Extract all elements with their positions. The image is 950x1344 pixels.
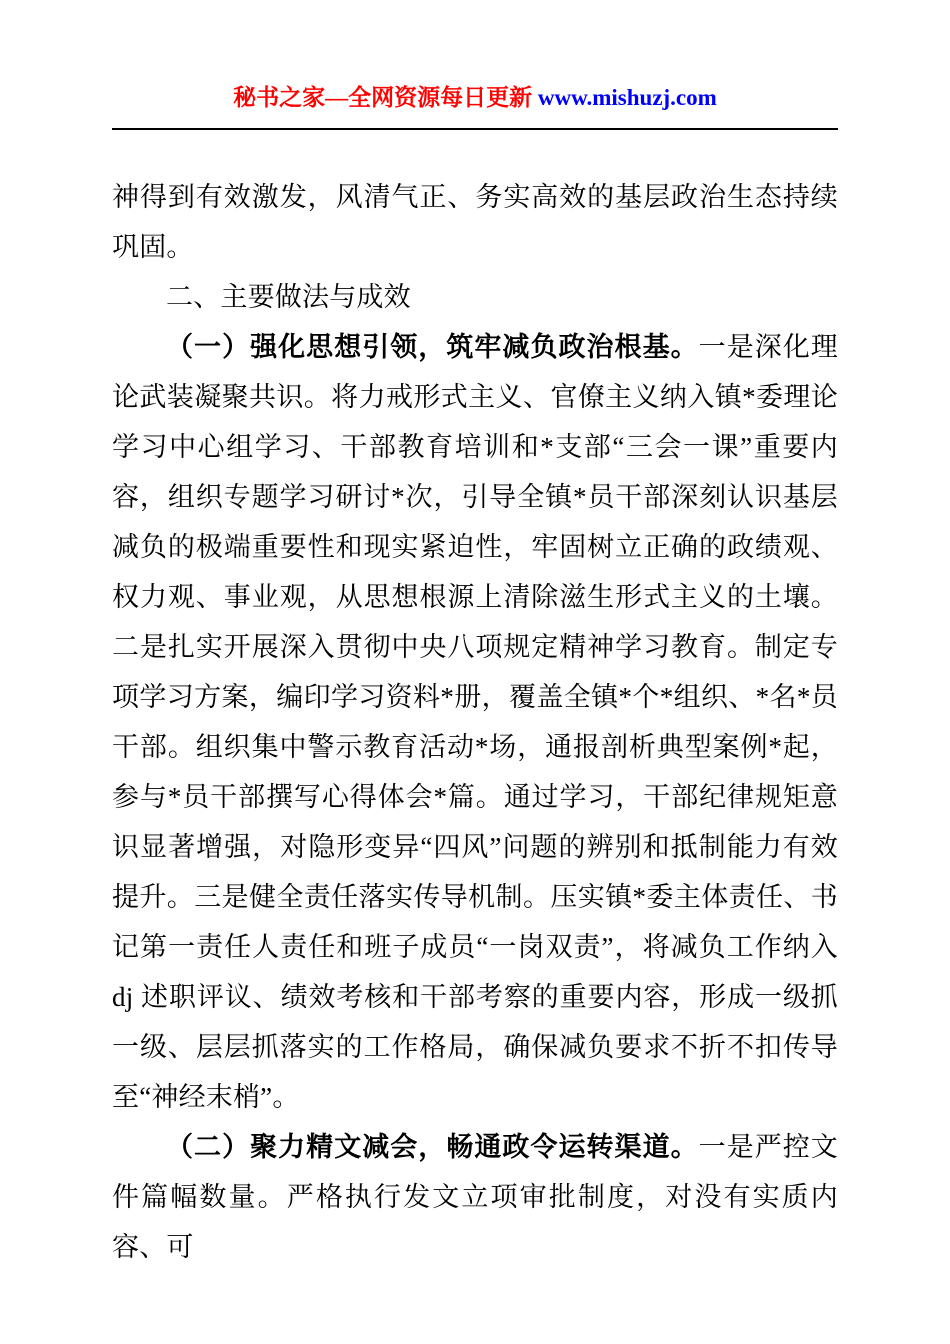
paragraph	[112, 1122, 838, 1272]
paragraph-text: 一是深化理论武装凝聚共识。将力戒形式主义、官僚主义纳入镇*委理论学习中心组学习、干部教育培训和*支部“三会一课”重要内容，组织专题学习研讨*次，引导全镇*员干部深刻认识基层减负的极端重要性和现实紧迫性，牢固树立正确的政绩观、权力观、事业观，从思想根源上清除滋生形式主义的土壤。二是扎实开展深入贯彻中央八项规定精神学习教育。制定专项学习方案，编印学习资料*册，覆盖全镇*个*组织、*名*员干部。组织集中警示教育活动*场，通报剖析典型案例*起，参与*员干部撰写心得体会*篇。通过学习，干部纪律规矩意识显著增强，对隐形变异“四风”问题的辨别和抵制能力有效提升。三是健全责任落实传导机制。压实镇*委主体责任、书记第一责任人责任和班子成员“一岗双责”，将减负工作纳入 dj 述职评议、绩效考核和干部考察的重要内容，形成一级抓一级、层层抓落实的工作格局，确保减负要求不折不扣传导至“神经末梢”。	[112, 332, 838, 1112]
paragraph-text: 神得到有效激发，风清气正、务实高效的基层政治生态持续巩固。	[112, 182, 838, 262]
site-name: 秘书之家	[233, 85, 326, 110]
paragraph-heading-text: （二）聚力精文减会，畅通政令运转渠道。	[166, 1132, 699, 1162]
site-url-link[interactable]: www.mishuzj.com	[537, 85, 717, 110]
paragraph-text: 一是严控文件篇幅数量。严格执行发文立项审批制度，对没有实质内容、可	[112, 1132, 838, 1262]
paragraph	[112, 272, 838, 322]
paragraph-heading-text: （一）强化思想引领，筑牢减负政治根基。	[166, 332, 699, 362]
paragraph	[112, 172, 838, 272]
header-divider	[112, 128, 838, 130]
paragraph	[112, 322, 838, 1122]
site-tagline: —全网资源每日更新	[325, 85, 538, 110]
document-body	[112, 172, 838, 1272]
page-header	[112, 82, 838, 114]
paragraph-text: 二、主要做法与成效	[166, 282, 411, 312]
